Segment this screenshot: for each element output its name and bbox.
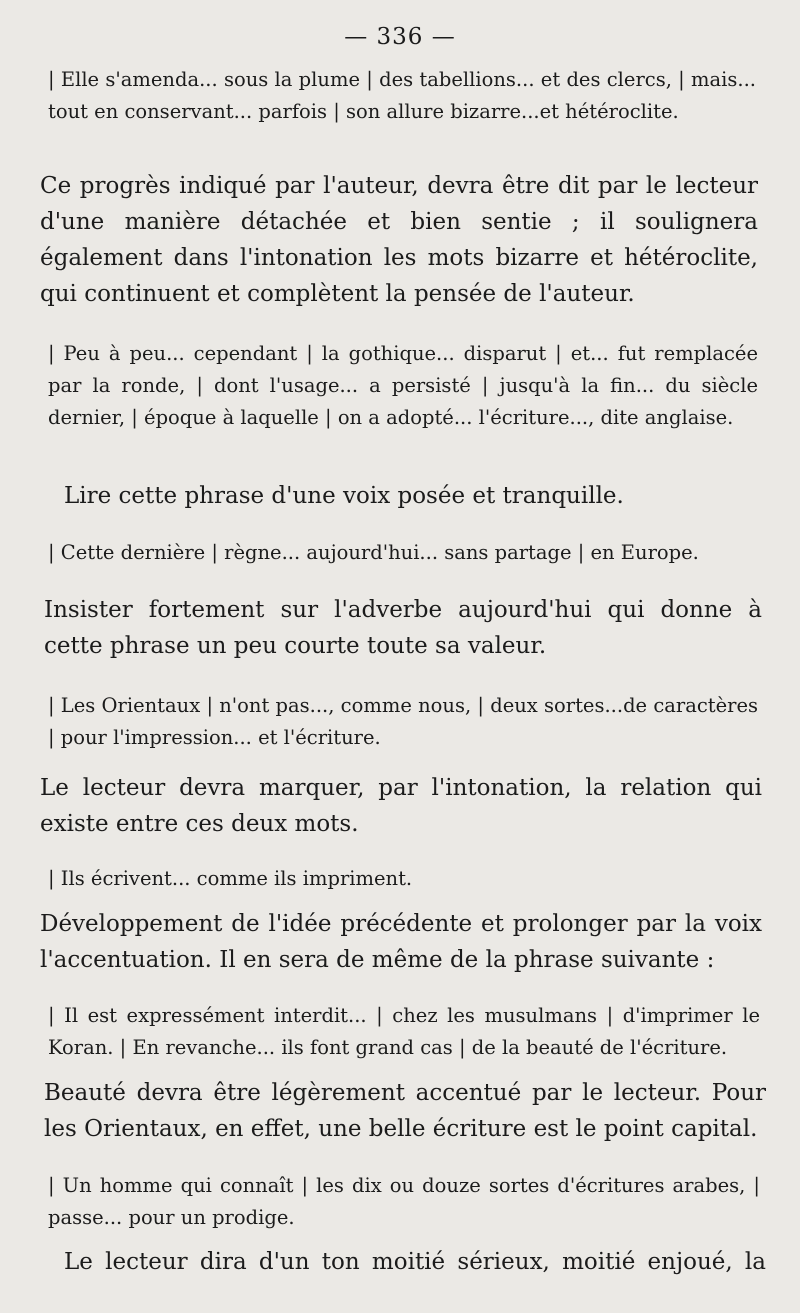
example-sentence-7: | Un homme qui connaît | les dix ou douze sortes d'écritures arabes, | passe... pour un prodige.: [48, 1174, 760, 1229]
example-sentence-5: | Ils écrivent... comme ils impriment.: [48, 867, 413, 890]
commentary-paragraph-1: Ce progrès indiqué par l'auteur, devra être dit par le lecteur d'une manière détachée et bien sentie ; il soulignera également dans l'intonation les mots bizarre et hétéroclite, qui continuent et complètent la pensée de l'auteur.: [40, 173, 758, 307]
commentary-paragraph-5: Développement de l'idée précédente et prolonger par la voix l'accentuation. Il en sera de même de la phrase suivante :: [40, 911, 762, 973]
commentary-paragraph-3: Insister fortement sur l'adverbe aujourd'hui qui donne à cette phrase un peu courte toute sa valeur.: [44, 597, 762, 659]
example-sentence-3: | Cette dernière | règne... aujourd'hui... sans partage | en Europe.: [48, 541, 699, 564]
example-sentence-6: | Il est expressément interdit... | chez les musulmans | d'imprimer le Koran. | En revanche... ils font grand cas | de la beauté de l'écriture.: [48, 1004, 760, 1059]
commentary-paragraph-6: Beauté devra être légèrement accentué par le lecteur. Pour les Orientaux, en effet, une belle écriture est le point capital.: [44, 1080, 766, 1142]
commentary-paragraph-2: Lire cette phrase d'une voix posée et tranquille.: [64, 483, 624, 509]
commentary-paragraph-4: Le lecteur devra marquer, par l'intonation, la relation qui existe entre ces deux mots.: [40, 775, 762, 837]
page-number: — 336 —: [344, 24, 456, 50]
example-sentence-2: | Peu à peu... cependant | la gothique... disparut | et... fut remplacée par la ronde, | dont l'usage... a persisté | jusqu'à la fin... du siècle dernier, | époque à laquelle | on a adopté... l'écriture..., dite anglaise.: [48, 342, 758, 429]
example-sentence-4: | Les Orientaux | n'ont pas..., comme nous, | deux sortes...de caractères | pour l'impression... et l'écriture.: [48, 694, 758, 749]
example-sentence-1: | Elle s'amenda... sous la plume | des tabellions... et des clercs, | mais... tout en conservant... parfois | son allure bizarre...et hétéroclite.: [48, 68, 756, 123]
commentary-paragraph-7: Le lecteur dira d'un ton moitié sérieux, moitié enjoué, la: [64, 1249, 766, 1275]
